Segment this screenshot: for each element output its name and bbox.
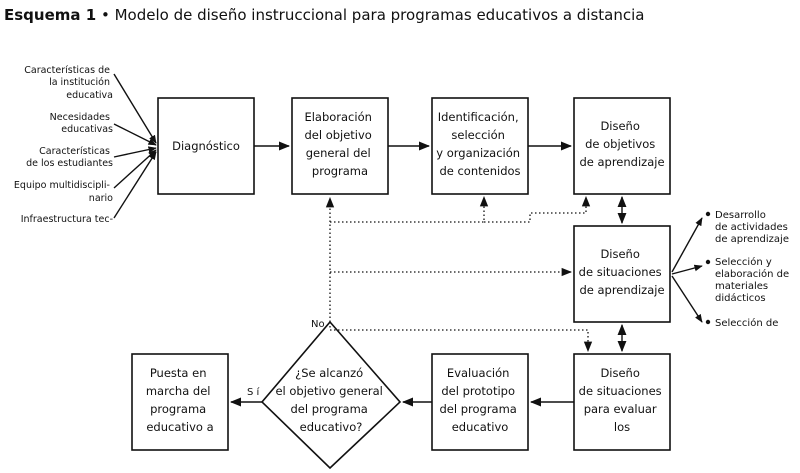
output-list <box>706 210 793 329</box>
figure-title-lead: Esquema 1 <box>4 6 97 24</box>
feedback-loop <box>330 197 588 351</box>
input-caracteristicas-institucion: Características de la institución educativa <box>24 65 113 101</box>
output-desarrollo: Desarrollo de actividades de aprendizaje <box>715 210 789 245</box>
output-bullet <box>706 260 710 264</box>
input-arrows <box>114 74 156 218</box>
identificacion-label: Identificación, selección y organización de contenidos <box>436 110 521 178</box>
input-equipo: Equipo multidiscipli- nario <box>13 180 113 204</box>
evaluacion-label: Evaluación del prototipo del programa educativo <box>439 366 517 434</box>
elaboracion-label: Elaboración del objetivo general del programa <box>304 110 372 178</box>
input-caracteristicas-estudiantes: Características de los estudiantes <box>26 146 113 169</box>
output-seleccion-de: Selección de <box>715 318 779 329</box>
diseno-evaluar-label: Diseño de situaciones para evaluar los <box>578 366 662 434</box>
diseno-objetivos-label: Diseño de objetivos de aprendizaje <box>579 119 665 169</box>
no-label: No <box>311 319 325 330</box>
puesta-label: Puesta en marcha del programa educativo a <box>145 366 214 434</box>
output-seleccion-materiales: Selección y elaboración de materiales didácticos <box>715 257 790 304</box>
output-bullet <box>706 320 710 324</box>
decision-label: ¿Se alcanzó el objetivo general del programa educativo? <box>275 366 383 434</box>
si-label: S í <box>247 387 260 398</box>
diagnostico-label: Diagnóstico <box>172 139 240 153</box>
figure-title-separator: • <box>100 6 110 24</box>
input-necesidades: Necesidades educativas <box>49 112 113 135</box>
input-infraestructura: Infraestructura tec- <box>20 214 113 225</box>
output-bullet <box>706 212 710 216</box>
output-arrows <box>672 218 702 322</box>
diseno-situaciones-label: Diseño de situaciones de aprendizaje <box>578 247 665 297</box>
figure-title-text: Modelo de diseño instruccional para programas educativos a distancia <box>114 6 645 24</box>
